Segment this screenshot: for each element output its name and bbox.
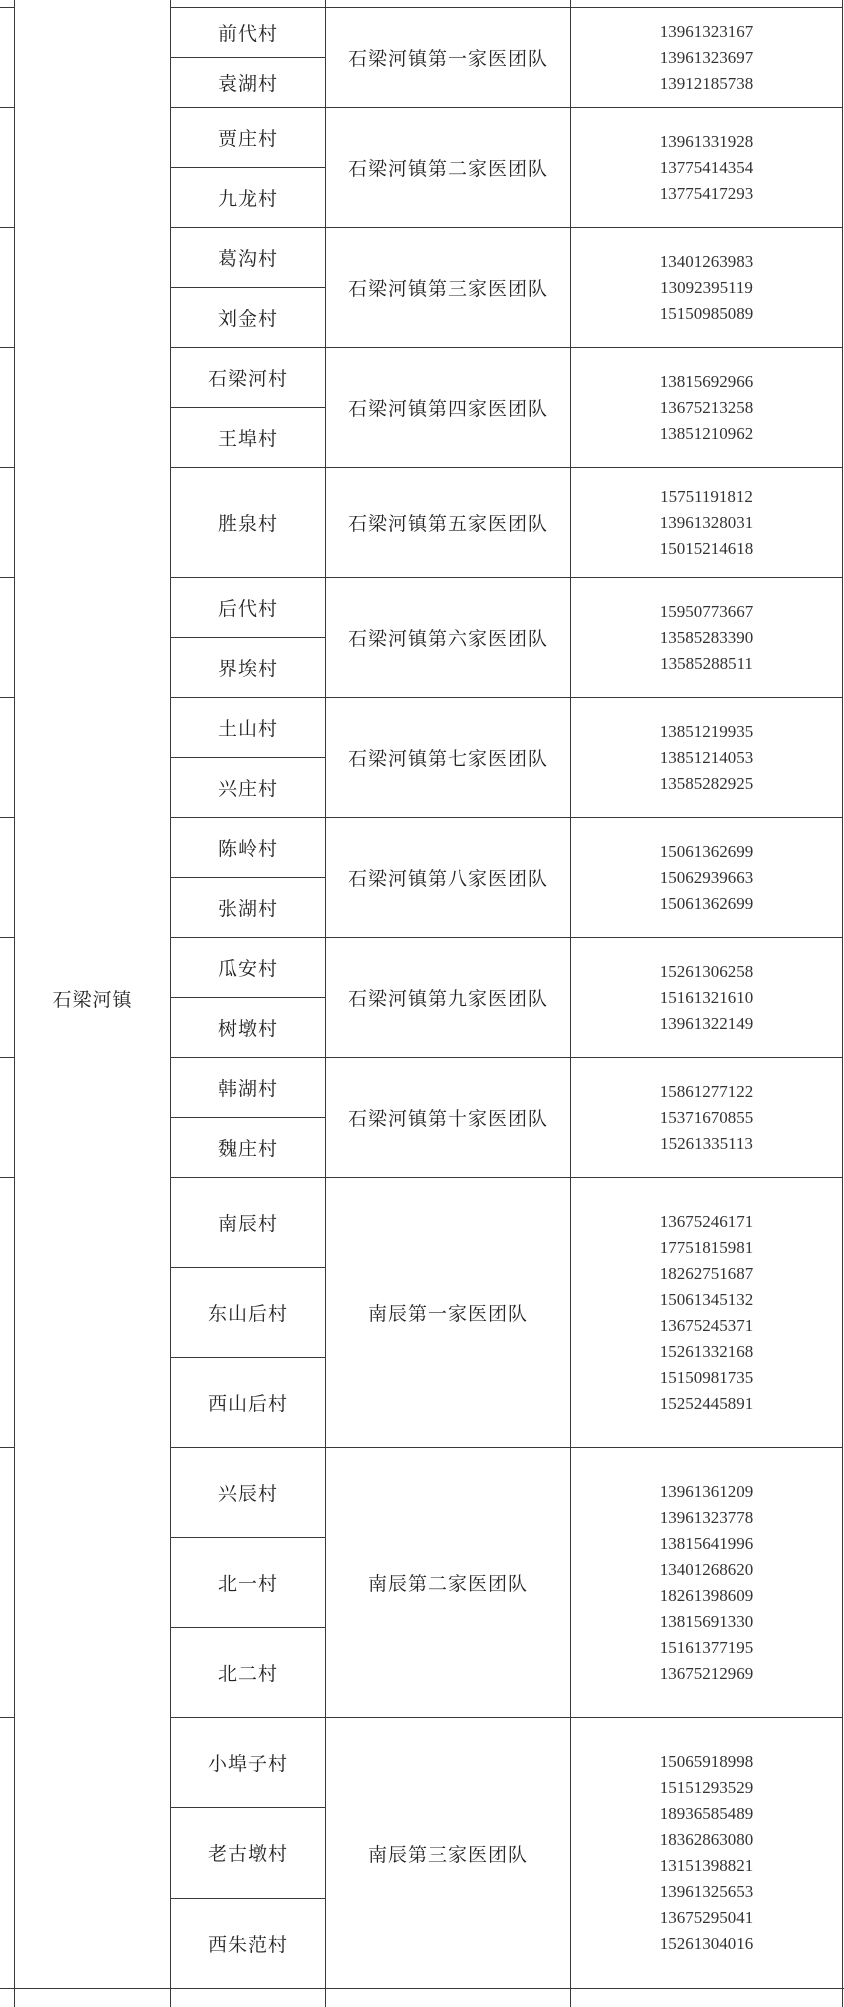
village-name: 瓜安村: [217, 958, 278, 980]
phone-list: [571, 1448, 842, 1717]
row-line: [0, 1177, 15, 1178]
phone-number: 15150981735: [659, 1367, 754, 1387]
team-name: 石梁河镇第九家医团队: [347, 988, 548, 1010]
phone-list: [571, 108, 842, 227]
team-name: 石梁河镇第八家医团队: [347, 868, 548, 890]
phone-number: 13675246171: [659, 1211, 754, 1231]
phone-number: 18261398609: [659, 1585, 754, 1605]
phone-list: [571, 8, 842, 107]
phone-number: 18262751687: [659, 1263, 754, 1283]
phone-number: 15065918998: [659, 1752, 754, 1771]
town-name: 石梁河镇: [52, 988, 133, 1011]
village-name: 刘金村: [217, 308, 278, 330]
phone-number: 15252445891: [659, 1393, 754, 1413]
team-name: 石梁河镇第四家医团队: [347, 398, 548, 420]
team-name: 石梁河镇第一家医团队: [347, 48, 548, 70]
village-name: 北一村: [217, 1573, 278, 1595]
phone-list: [571, 1718, 842, 1988]
col-line-right: [842, 0, 843, 2007]
phone-number: 13151398821: [659, 1856, 754, 1875]
village-name: 树墩村: [217, 1018, 278, 1040]
team-name: 石梁河镇第十家医团队: [347, 1108, 548, 1130]
village-name: 兴辰村: [217, 1483, 278, 1505]
team-name: 石梁河镇第三家医团队: [347, 278, 548, 300]
phone-list: [571, 578, 842, 697]
row-line: [0, 937, 15, 938]
village-name: 葛沟村: [217, 248, 278, 270]
village-name: 九龙村: [217, 188, 278, 210]
phone-list: [571, 818, 842, 937]
village-name: 贾庄村: [217, 128, 278, 150]
phone-number: 15061362699: [659, 841, 754, 861]
phone-number: 15161321610: [659, 987, 754, 1007]
phone-number: 13851210962: [659, 423, 754, 443]
team-name: 石梁河镇第六家医团队: [347, 628, 548, 650]
phone-number: 13675295041: [659, 1908, 754, 1927]
phone-number: 15261304016: [659, 1934, 754, 1953]
row-line: [0, 7, 15, 8]
team-name: 南辰第三家医团队: [367, 1843, 528, 1866]
phone-list: [571, 348, 842, 467]
phone-number: 15015214618: [659, 538, 754, 558]
phone-number: 13585288511: [660, 653, 753, 673]
phone-number: 13961361209: [659, 1481, 754, 1501]
phone-number: 13961323167: [659, 21, 754, 41]
phone-number: 13401263983: [659, 251, 754, 271]
phone-number: 15261306258: [659, 961, 754, 981]
phone-number: 18936585489: [659, 1804, 754, 1823]
phone-number: 13775417293: [659, 183, 754, 203]
village-name: 界埃村: [217, 658, 278, 680]
village-name: 西山后村: [207, 1393, 288, 1415]
village-name: 北二村: [217, 1663, 278, 1685]
row-line: [0, 107, 15, 108]
phone-number: 13401268620: [659, 1559, 754, 1579]
village-name: 土山村: [217, 718, 278, 740]
phone-number: 13585282925: [659, 773, 754, 793]
row-line: [0, 697, 15, 698]
village-name: 王埠村: [217, 428, 278, 450]
row-line: [0, 577, 15, 578]
row-line: [0, 467, 15, 468]
village-name: 魏庄村: [217, 1138, 278, 1160]
row-line: [0, 347, 15, 348]
phone-number: 13912185738: [659, 73, 754, 93]
phone-list: [571, 1178, 842, 1447]
phone-number: 15061345132: [659, 1289, 754, 1309]
phone-number: 13851214053: [659, 747, 754, 767]
phone-number: 15161377195: [659, 1637, 754, 1657]
phone-number: 13961325653: [659, 1882, 754, 1901]
phone-number: 13675213258: [659, 397, 754, 417]
village-name: 张湖村: [217, 898, 278, 920]
phone-number: 15062939663: [659, 867, 754, 887]
phone-number: 15371670855: [659, 1107, 754, 1127]
phone-list: [571, 1058, 842, 1177]
team-name: 南辰第一家医团队: [367, 1303, 528, 1325]
phone-number: 13961322149: [659, 1013, 754, 1033]
phone-number: 15751191812: [660, 486, 753, 506]
phone-number: 13775414354: [659, 157, 754, 177]
phone-number: 13851219935: [659, 721, 754, 741]
team-name: 石梁河镇第七家医团队: [347, 748, 548, 770]
phone-number: 15151293529: [659, 1778, 754, 1797]
phone-list: [571, 698, 842, 817]
village-name: 石梁河村: [207, 368, 288, 390]
village-name: 老古墩村: [207, 1843, 288, 1865]
phone-number: 15150985089: [659, 303, 754, 323]
phone-number: 13815691330: [659, 1611, 754, 1631]
phone-number: 15950773667: [659, 601, 754, 621]
village-name: 小埠子村: [207, 1753, 288, 1775]
village-name: 后代村: [217, 598, 278, 620]
row-line: [0, 1717, 15, 1718]
row-line: [0, 1447, 15, 1448]
phone-number: 15261332168: [659, 1341, 754, 1361]
phone-number: 18362863080: [659, 1830, 754, 1849]
village-name: 兴庄村: [217, 778, 278, 800]
team-name: 石梁河镇第五家医团队: [347, 513, 548, 535]
phone-number: 13961323697: [659, 47, 754, 67]
row-line: [0, 1988, 15, 1989]
village-name: 东山后村: [207, 1303, 288, 1325]
row-line: [0, 227, 15, 228]
row-line: [0, 817, 15, 818]
phone-number: 17751815981: [659, 1237, 754, 1257]
phone-number: 13675212969: [659, 1663, 754, 1683]
village-name: 南辰村: [217, 1213, 278, 1235]
village-name: 前代村: [217, 23, 278, 45]
village-name: 陈岭村: [217, 838, 278, 860]
row-line: [0, 1057, 15, 1058]
phone-number: 13961323778: [659, 1507, 754, 1527]
phone-list: [571, 938, 842, 1057]
phone-list: [571, 468, 842, 577]
team-name: 石梁河镇第二家医团队: [347, 158, 548, 180]
phone-number: 15861277122: [659, 1081, 754, 1101]
village-name: 胜泉村: [217, 513, 278, 535]
phone-number: 13585283390: [659, 627, 754, 647]
phone-number: 13092395119: [660, 277, 753, 297]
phone-number: 13961331928: [659, 131, 754, 151]
team-name: 南辰第二家医团队: [367, 1573, 528, 1595]
village-name: 袁湖村: [217, 73, 278, 95]
phone-number: 13815692966: [659, 371, 754, 391]
phone-number: 15261335113: [660, 1133, 753, 1153]
phone-list: [571, 228, 842, 347]
village-name: 西朱范村: [207, 1934, 288, 1956]
phone-number: 13815641996: [659, 1533, 754, 1553]
phone-number: 13961328031: [659, 512, 754, 532]
phone-number: 13675245371: [659, 1315, 754, 1335]
group-separator: [170, 1988, 842, 1989]
village-name: 韩湖村: [217, 1078, 278, 1100]
phone-number: 15061362699: [659, 893, 754, 913]
